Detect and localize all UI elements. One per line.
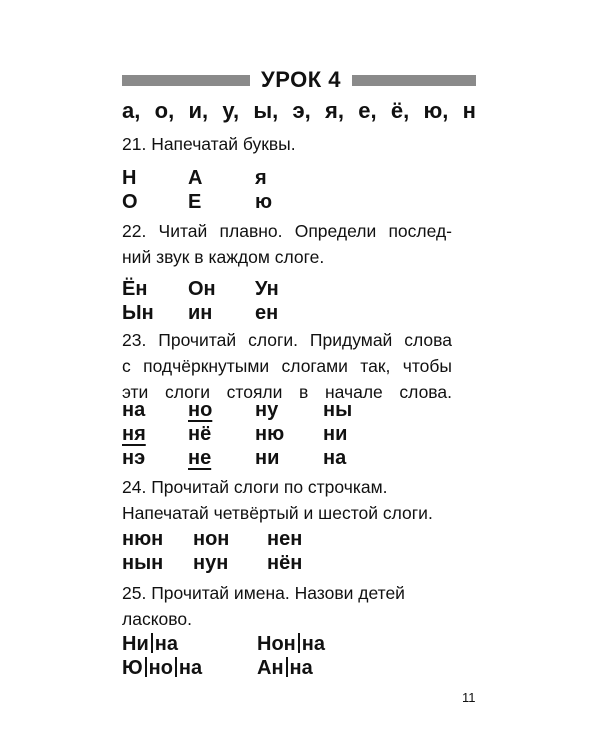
letter: я, <box>325 98 344 123</box>
task-21-instructions <box>122 131 452 157</box>
task-23-text-line: с подчёркнутыми слогами так, чтобы <box>122 356 452 376</box>
task-21-cell: ю <box>255 191 273 213</box>
letter: ю, <box>423 98 449 123</box>
task-22-cell: Он <box>188 278 216 300</box>
task-22-cell: ен <box>255 302 279 324</box>
lesson-letters <box>122 98 476 124</box>
task-23-cell: ны <box>323 399 353 421</box>
task-24-cell: нын <box>122 552 164 574</box>
task-24-cell: нун <box>193 552 229 574</box>
task-21-cell: я <box>255 167 267 189</box>
syllable-separator <box>175 657 177 677</box>
syllable-name <box>122 632 178 656</box>
task-25-text-line: 25. Прочитай имена. Назови детей <box>122 583 405 603</box>
letter: н <box>462 98 476 123</box>
task-23-cell: нэ <box>122 447 146 469</box>
letter: и, <box>188 98 209 123</box>
task-23-cell: на <box>122 399 146 421</box>
task-25-text-line: ласково. <box>122 609 192 629</box>
task-23-cell: на <box>323 447 347 469</box>
task-24-text-line: 24. Прочитай слоги по строчкам. <box>122 477 388 497</box>
syllable-name <box>257 656 313 680</box>
header-bar-left <box>122 75 250 86</box>
syllable: Нон <box>257 633 296 655</box>
letter: ё, <box>390 98 410 123</box>
header-bar-right <box>352 75 476 86</box>
task-22-text-line: ний звук в каждом слоге. <box>122 247 325 267</box>
task-24-cell: нюн <box>122 528 164 550</box>
syllable-separator <box>286 657 288 677</box>
syllable: Ни <box>122 633 149 655</box>
task-21-cell: А <box>188 167 203 189</box>
syllable: на <box>178 657 203 679</box>
task-23-cell: ну <box>255 399 279 421</box>
task-25-instructions <box>122 580 452 632</box>
syllable: Ан <box>257 657 284 679</box>
task-22-cell: Ён <box>122 278 148 300</box>
syllable-separator <box>145 657 147 677</box>
letter: у, <box>222 98 240 123</box>
syllable: на <box>154 633 178 655</box>
letter: а, <box>122 98 141 123</box>
syllable: на <box>301 633 325 655</box>
syllable-name <box>122 656 202 680</box>
task-22-cell: Ын <box>122 302 154 324</box>
task-23-text-line: эти слоги стояли в начале слова. <box>122 382 452 402</box>
task-24-cell: нон <box>193 528 230 550</box>
lesson-header <box>122 68 476 92</box>
task-21-cell: Е <box>188 191 202 213</box>
syllable-separator <box>298 633 300 653</box>
task-23-cell-underlined: ня <box>122 423 146 445</box>
task-23-cell: ню <box>255 423 285 445</box>
task-21-text-line: 21. Напечатай буквы. <box>122 134 296 154</box>
syllable: на <box>289 657 313 679</box>
task-22-instructions <box>122 218 452 270</box>
syllable-separator <box>151 633 153 653</box>
letter: э, <box>292 98 311 123</box>
syllable-name <box>257 632 325 656</box>
task-24-cell: нён <box>267 552 303 574</box>
task-24-cell: нен <box>267 528 303 550</box>
task-23-cell-underlined: но <box>188 399 213 421</box>
task-21-cell: О <box>122 191 138 213</box>
task-22-cell: Ун <box>255 278 279 300</box>
lesson-title: УРОК 4 <box>261 67 341 92</box>
task-24-text-line: Напечатай четвёртый и шестой слоги. <box>122 503 433 523</box>
task-21-cell: Н <box>122 167 137 189</box>
syllable: но <box>148 657 173 679</box>
task-23-cell: ни <box>255 447 280 469</box>
task-22-cell: ин <box>188 302 213 324</box>
letter: ы, <box>253 98 279 123</box>
task-22-text-line: 22. Читай плавно. Определи послед- <box>122 221 452 241</box>
syllable: Ю <box>122 657 143 679</box>
task-23-cell: нё <box>188 423 212 445</box>
page-number: 11 <box>462 690 476 705</box>
task-23-instructions <box>122 327 452 405</box>
task-23-cell: ни <box>323 423 348 445</box>
letter: о, <box>154 98 175 123</box>
task-23-cell-underlined: не <box>188 447 212 469</box>
task-23-text-line: 23. Прочитай слоги. Придумай слова <box>122 330 452 350</box>
task-24-instructions <box>122 474 452 526</box>
letter: е, <box>358 98 377 123</box>
